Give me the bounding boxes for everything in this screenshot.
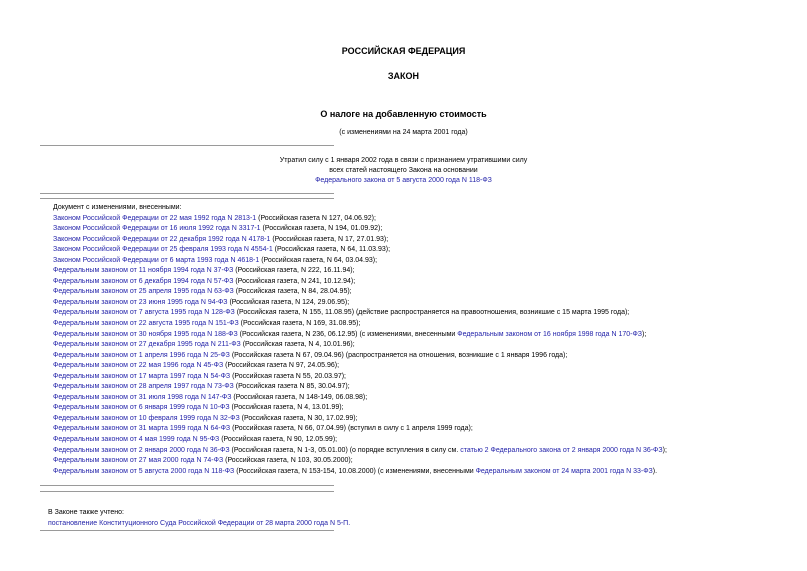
amending-law-link[interactable]: Федеральным законом от 28 апреля 1997 года N 73-ФЗ xyxy=(53,383,234,391)
change-item xyxy=(53,266,793,277)
amending-law-link[interactable]: Федеральным законом от 23 июня 1995 года N 94-ФЗ xyxy=(53,298,228,306)
amending-law-link[interactable]: Федеральным законом от 10 февраля 1999 года N 32-ФЗ xyxy=(53,414,240,422)
publication-details-tail: ). xyxy=(652,467,658,475)
divider xyxy=(40,485,334,486)
divider xyxy=(40,145,334,146)
also-section xyxy=(48,507,350,529)
publication-details: (Российская газета, N 103, 30.05.2000); xyxy=(223,457,353,465)
change-item xyxy=(53,245,793,256)
publication-details: (Российская газета N 97, 24.05.96); xyxy=(223,362,340,370)
change-item xyxy=(53,319,793,330)
change-item xyxy=(53,214,793,225)
change-item xyxy=(53,372,793,383)
country-heading: РОССИЙСКАЯ ФЕДЕРАЦИЯ xyxy=(341,46,466,56)
change-item xyxy=(53,256,793,267)
change-item xyxy=(53,435,793,446)
publication-details: (Российская газета, N 90, 12.05.99); xyxy=(219,436,338,444)
publication-details: (Российская газета, N 236, 06.12.95) (с изменениями, внесенными xyxy=(237,330,458,338)
change-item xyxy=(53,224,793,235)
change-item xyxy=(53,351,793,362)
amending-law-link[interactable]: Федеральным законом от 27 мая 2000 года N 74-ФЗ xyxy=(53,457,224,465)
amending-law-link[interactable]: Федеральным законом от 5 августа 2000 года N 118-ФЗ xyxy=(53,467,235,475)
change-item xyxy=(53,393,793,404)
publication-details: (Российская газета N 127, 04.06.92); xyxy=(256,214,376,222)
publication-details: (Российская газета, N 17, 27.01.93); xyxy=(270,235,389,243)
amending-law-link[interactable]: Федеральным законом от 22 августа 1995 года N 151-ФЗ xyxy=(53,320,239,328)
publication-details: (Российская газета, N 241, 10.12.94); xyxy=(233,277,356,285)
amending-law-link[interactable]: Федеральным законом от 25 апреля 1995 года N 63-ФЗ xyxy=(53,288,234,296)
publication-details: (Российская газета, N 30, 17.02.99); xyxy=(239,414,358,422)
status-line-1: Утратил силу с 1 января 2002 года в связи с признанием утратившими силу xyxy=(279,157,528,164)
amending-law-link[interactable]: Федеральным законом от 31 марта 1999 года N 64-ФЗ xyxy=(53,425,231,433)
publication-details: (Российская газета, N 4, 13.01.99); xyxy=(229,404,344,412)
amending-law-link[interactable]: Федеральным законом от 2 января 2000 года N 36-ФЗ xyxy=(53,446,230,454)
publication-details: (Российская газета, N 4, 10.01.96); xyxy=(240,341,355,349)
divider xyxy=(40,530,334,531)
publication-details: (Российская газета, N 1-3, 05.01.00) (о порядке вступления в силу см. xyxy=(229,446,461,454)
related-law-link[interactable]: Федеральным законом от 24 марта 2001 года N 33-ФЗ xyxy=(475,467,653,475)
divider xyxy=(40,491,334,492)
change-item xyxy=(53,382,793,393)
related-law-link[interactable]: статью 2 Федерального закона от 2 января 2000 года N 36-ФЗ xyxy=(460,446,663,454)
change-item xyxy=(53,277,793,288)
publication-details: (Российская газета, N 153-154, 10.08.2000) (с изменениями, внесенными xyxy=(234,467,476,475)
amending-law-link[interactable]: Федеральным законом от 4 мая 1999 года N 95-ФЗ xyxy=(53,436,220,444)
amending-law-link[interactable]: Законом Российской Федерации от 6 марта 1993 года N 4618-1 xyxy=(53,256,260,264)
court-ruling-link[interactable]: постановление Конституционного Суда Российской Федерации от 28 марта 2000 года N 5-П. xyxy=(48,520,351,527)
amending-law-link[interactable]: Законом Российской Федерации от 25 февраля 1993 года N 4554-1 xyxy=(53,246,273,254)
change-item xyxy=(53,361,793,372)
change-item xyxy=(53,424,793,435)
page-title: О налоге на добавленную стоимость xyxy=(320,109,487,119)
also-heading: В Законе также учтено: xyxy=(48,509,124,516)
publication-details: (Российская газета, N 148-149, 06.08.98); xyxy=(231,393,368,401)
doc-type-heading: ЗАКОН xyxy=(387,71,420,81)
amending-law-link[interactable]: Федеральным законом от 27 декабря 1995 года N 211-ФЗ xyxy=(53,341,241,349)
change-item xyxy=(53,298,793,309)
publication-details: (Российская газета, N 66, 07.04.99) (вступил в силу с 1 апреля 1999 года); xyxy=(230,425,473,433)
status-line-2: всех статей настоящего Закона на основании xyxy=(329,167,478,174)
divider xyxy=(40,193,334,194)
amending-law-link[interactable]: Федеральным законом от 6 января 1999 года N 10-ФЗ xyxy=(53,404,230,412)
publication-details: (Российская газета, N 155, 11.08.95) (действие распространяется на правоотношения, возникшие с 15 марта 1995 года); xyxy=(234,309,630,317)
publication-details: (Российская газета, N 124, 29.06.95); xyxy=(227,298,350,306)
change-item xyxy=(53,446,793,457)
amending-law-link[interactable]: Федеральным законом от 11 ноября 1994 года N 37-ФЗ xyxy=(53,267,234,275)
amending-law-link[interactable]: Законом Российской Федерации от 22 декабря 1992 года N 4178-1 xyxy=(53,235,271,243)
amending-law-link[interactable]: Федеральным законом от 7 августа 1995 года N 128-ФЗ xyxy=(53,309,235,317)
changes-heading: Документ с изменениями, внесенными: xyxy=(53,204,182,211)
amending-law-link[interactable]: Федеральным законом от 30 ноября 1995 года N 188-ФЗ xyxy=(53,330,238,338)
change-item xyxy=(53,235,793,246)
amending-law-link[interactable]: Законом Российской Федерации от 16 июля 1992 года N 3317-1 xyxy=(53,225,261,233)
amending-law-link[interactable]: Федеральным законом от 1 апреля 1996 года N 25-ФЗ xyxy=(53,351,230,359)
amending-law-link[interactable]: Законом Российской Федерации от 22 мая 1992 года N 2813-1 xyxy=(53,214,257,222)
publication-details: (Российская газета, N 64, 03.04.93); xyxy=(259,256,378,264)
publication-details: (Российская газета, N 169, 31.08.95); xyxy=(238,320,361,328)
change-item xyxy=(53,308,793,319)
change-item xyxy=(53,330,793,341)
change-item xyxy=(53,456,793,467)
change-item xyxy=(53,467,793,478)
amending-law-link[interactable]: Федеральным законом от 31 июля 1998 года N 147-ФЗ xyxy=(53,393,232,401)
change-item xyxy=(53,340,793,351)
publication-details: (Российская газета, N 222, 16.11.94); xyxy=(233,267,355,275)
publication-details: (Российская газета, N 194, 01.09.92); xyxy=(260,225,383,233)
changes-list xyxy=(53,203,793,477)
publication-details-tail: ); xyxy=(642,330,647,338)
publication-details: (Российская газета N 67, 09.04.96) (распространяется на отношения, возникшие с 1 января 1996 года); xyxy=(229,351,568,359)
publication-details: (Российская газета N 55, 20.03.97); xyxy=(230,372,347,380)
publication-details: (Российская газета, N 84, 28.04.95); xyxy=(233,288,352,296)
revision-subtitle: (с изменениями на 24 марта 2001 года) xyxy=(339,129,468,136)
publication-details: (Российская газета N 85, 30.04.97); xyxy=(233,383,350,391)
change-item xyxy=(53,414,793,425)
divider xyxy=(40,198,334,199)
change-item xyxy=(53,403,793,414)
publication-details-tail: ); xyxy=(662,446,667,454)
amending-law-link[interactable]: Федеральным законом от 17 марта 1997 года N 54-ФЗ xyxy=(53,372,231,380)
publication-details: (Российская газета, N 64, 11.03.93); xyxy=(272,246,391,254)
change-item xyxy=(53,287,793,298)
amending-law-link[interactable]: Федеральным законом от 22 мая 1996 года N 45-ФЗ xyxy=(53,362,224,370)
related-law-link[interactable]: Федеральным законом от 16 ноября 1998 года N 170-ФЗ xyxy=(457,330,643,338)
repeal-law-link[interactable]: Федерального закона от 5 августа 2000 года N 118-ФЗ xyxy=(315,177,492,184)
amending-law-link[interactable]: Федеральным законом от 6 декабря 1994 года N 57-ФЗ xyxy=(53,277,234,285)
